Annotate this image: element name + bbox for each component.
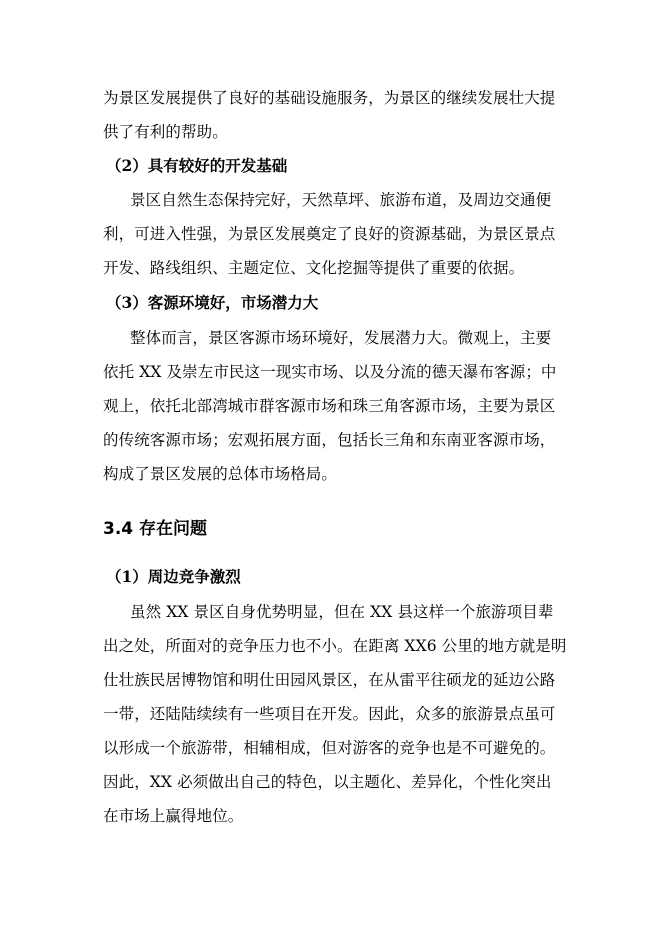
- section-heading-3-4: 3.4 存在问题: [103, 519, 208, 539]
- paragraph-line: 观上，依托北部湾城市群客源市场和珠三角客源市场，主要为景区: [103, 397, 556, 415]
- paragraph-line: 依托 XX 及崇左市民这一现实市场、以及分流的德天瀑布客源；中: [103, 363, 557, 381]
- subheading-3: （3）客源环境好，市场潜力大: [106, 293, 319, 312]
- subheading-2: （2）具有较好的开发基础: [106, 156, 288, 175]
- paragraph-line: 开发、路线组织、主题定位、文化挖掘等提供了重要的依据。: [103, 259, 525, 277]
- paragraph-line: 仕壮族民居博物馆和明仕田园风景区，在从雷平往硕龙的延边公路: [103, 671, 556, 689]
- paragraph-line: 为景区发展提供了良好的基础设施服务，为景区的继续发展壮大提: [103, 89, 556, 107]
- paragraph-line: 在市场上赢得地位。: [103, 807, 244, 825]
- paragraph-line: 供了有利的帮助。: [103, 123, 228, 141]
- paragraph-line: 以形成一个旅游带，相辅相成，但对游客的竞争也是不可避免的。: [103, 739, 556, 757]
- paragraph-line: 的传统客源市场；宏观拓展方面，包括长三角和东南亚客源市场，: [103, 431, 556, 449]
- paragraph-line: 利，可进入性强，为景区发展奠定了良好的资源基础，为景区景点: [103, 225, 556, 243]
- paragraph-line: 因此，XX 必须做出自己的特色，以主题化、差异化，个性化突出: [103, 773, 552, 791]
- paragraph-line: 一带，还陆陆续续有一些项目在开发。因此，众多的旅游景点虽可: [103, 705, 556, 723]
- paragraph-line: 构成了景区发展的总体市场格局。: [103, 465, 338, 483]
- paragraph-line: 景区自然生态保持完好，天然草坪、旅游布道，及周边交通便: [130, 191, 552, 209]
- subheading-1: （1）周边竞争激烈: [106, 567, 241, 586]
- paragraph-line: 整体而言，景区客源市场环境好，发展潜力大。微观上，主要: [130, 329, 552, 347]
- paragraph-line: 虽然 XX 景区自身优势明显，但在 XX 县这样一个旅游项目辈: [130, 603, 554, 621]
- paragraph-line: 出之处，所面对的竞争压力也不小。在距离 XX6 公里的地方就是明: [103, 637, 567, 655]
